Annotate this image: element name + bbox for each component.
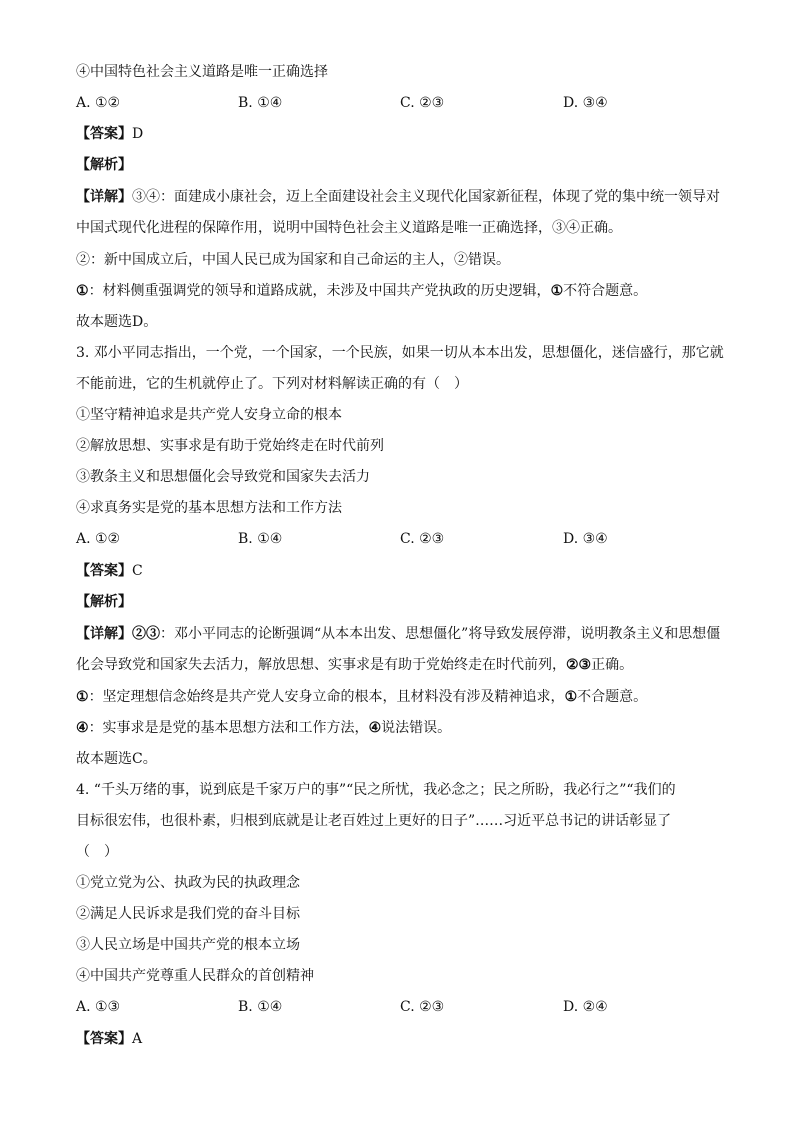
- option-mark: ①: [564, 689, 578, 705]
- q4-stem-line-1: 4. “千头万绪的事，说到底是千家万户的事”“民之所忧，我必念之；民之所盼，我必行之”“我们的: [76, 782, 676, 798]
- option-mark: ④: [76, 720, 89, 736]
- q4-option-2: ②满足人民诉求是我们党的奋斗目标: [76, 906, 300, 922]
- q3-stem-line-1: 3. 邓小平同志指出，一个党，一个国家，一个民族，如果一切从本本出发，思想僵化，迷信盛行，那它就: [76, 345, 724, 361]
- q2-choices: [76, 93, 726, 113]
- answer-label: 【答案】: [76, 126, 132, 142]
- detail-label: 【详解】: [76, 189, 132, 205]
- q4-choices: [76, 997, 726, 1017]
- detail-label: 【详解】: [76, 626, 132, 642]
- q3-option-2: ②解放思想、实事求是有助于党始终走在时代前列: [76, 438, 384, 454]
- q4-option-4: ④中国共产党尊重人民群众的首创精神: [76, 968, 314, 984]
- q4-stem-line-2: 目标很宏伟，也很朴素，归根到底就是让老百姓过上更好的日子”……习近平总书记的讲话彰显了: [76, 813, 672, 829]
- wrong-text: ：实事求是是党的基本思想方法和工作方法，: [88, 720, 369, 736]
- q2-wrong-1: ②：新中国成立后，中国人民已成为国家和自己命运的主人，②错误。: [76, 252, 510, 268]
- q2-detail-line-1: [76, 187, 726, 207]
- q2-choice-c: C. ②③: [400, 95, 445, 111]
- q3-option-4: ④求真务实是党的基本思想方法和工作方法: [76, 500, 342, 516]
- answer-label: 【答案】: [76, 563, 132, 579]
- detail-tail: 正确。: [591, 657, 634, 673]
- q2-conclusion: 故本题选D。: [76, 314, 158, 330]
- q3-choice-d: D. ③④: [563, 531, 608, 547]
- q3-detail-line-1: [76, 624, 726, 644]
- q2-choice-d: D. ③④: [563, 95, 608, 111]
- option-mark: ①: [76, 689, 89, 705]
- q3-choice-b: B. ①④: [238, 531, 283, 547]
- q4-choice-d: D. ②④: [563, 999, 608, 1015]
- q4-option-3: ③人民立场是中国共产党的根本立场: [76, 937, 300, 953]
- option-mark: ②③: [132, 626, 160, 642]
- wrong-tail: 不合题意。: [577, 689, 648, 705]
- q3-conclusion: 故本题选C。: [76, 751, 157, 767]
- q2-choice-b: B. ①④: [238, 95, 283, 111]
- q2-analysis-label: 【解析】: [76, 157, 132, 173]
- q3-option-1: ①坚守精神追求是共产党人安身立命的根本: [76, 407, 342, 423]
- q2-option-4: ④中国特色社会主义道路是唯一正确选择: [76, 64, 328, 80]
- q3-wrong-2: [76, 718, 726, 738]
- option-mark: ②③: [566, 657, 592, 673]
- wrong-tail: 说法错误。: [381, 720, 452, 736]
- wrong-text: ：坚定理想信念始终是共产党人安身立命的根本，且材料没有涉及精神追求，: [88, 689, 565, 705]
- option-mark: ①: [76, 283, 89, 299]
- q2-choice-a: A. ①②: [76, 95, 121, 111]
- q3-analysis-label: 【解析】: [76, 594, 132, 610]
- q4-choice-b: B. ①④: [238, 999, 283, 1015]
- q3-choice-c: C. ②③: [400, 531, 445, 547]
- option-mark: ①: [550, 283, 564, 299]
- q4-choice-c: C. ②③: [400, 999, 445, 1015]
- detail-text: ③④：面建成小康社会，迈上全面建设社会主义现代化国家新征程，体现了党的集中统一领导对: [132, 189, 720, 205]
- q4-choice-a: A. ①③: [76, 999, 121, 1015]
- q2-wrong-2: [76, 281, 726, 301]
- q2-detail-line-2: 中国式现代化进程的保障作用，说明中国特色社会主义道路是唯一正确选择，③④正确。: [76, 220, 622, 236]
- answer-value: C: [132, 563, 143, 579]
- detail-text: ：邓小平同志的论断强调“从本本出发、思想僵化”将导致发展停滞，说明教条主义和思想僵: [160, 626, 721, 642]
- q3-answer: [76, 561, 726, 581]
- q3-wrong-1: [76, 687, 726, 707]
- option-mark: ④: [368, 720, 382, 736]
- q4-option-1: ①党立党为公、执政为民的执政理念: [76, 875, 300, 891]
- q3-choices: [76, 529, 726, 549]
- q4-stem-line-3: （ ）: [76, 844, 118, 860]
- q3-stem-line-2: 不能前进，它的生机就停止了。下列对材料解读正确的有（ ）: [76, 376, 468, 392]
- q2-answer: [76, 124, 726, 144]
- answer-label: 【答案】: [76, 1031, 132, 1047]
- wrong-text: ：材料侧重强调党的领导和道路成就，未涉及中国共产党执政的历史逻辑，: [88, 283, 551, 299]
- q3-choice-a: A. ①②: [76, 531, 121, 547]
- q3-option-3: ③教条主义和思想僵化会导致党和国家失去活力: [76, 469, 370, 485]
- q3-detail-line-2: [76, 655, 726, 675]
- answer-value: D: [132, 126, 144, 142]
- detail-text: 化会导致党和国家失去活力，解放思想、实事求是有助于党始终走在时代前列，: [76, 657, 566, 673]
- answer-value: A: [132, 1031, 143, 1047]
- wrong-tail: 不符合题意。: [563, 283, 648, 299]
- q4-answer: [76, 1029, 726, 1049]
